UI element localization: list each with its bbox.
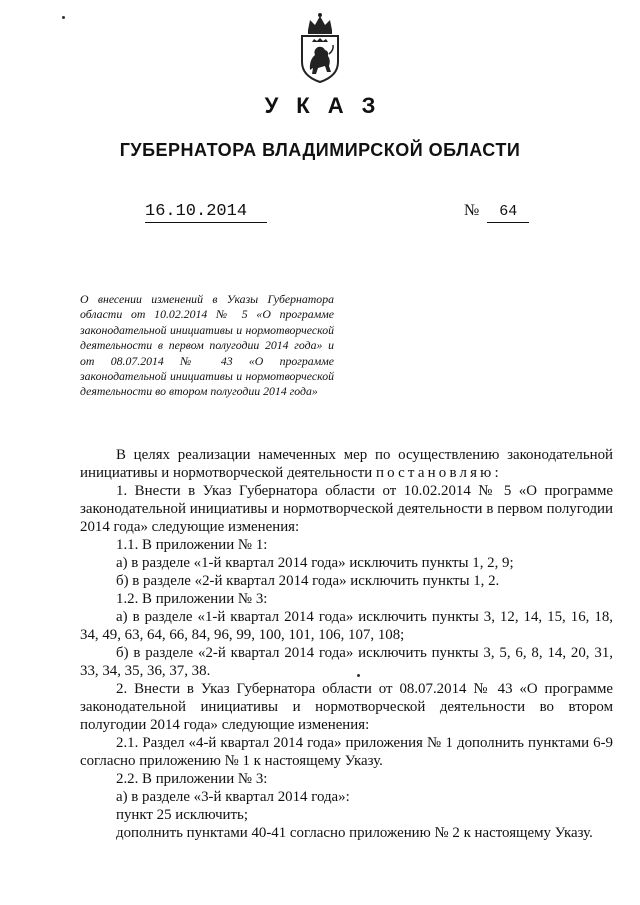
clause-1-1: 1.1. В приложении № 1: (116, 537, 268, 553)
clause-1: 1. Внести в Указ Губернатора области от 10.02.2014 № 5 «О программе законодательной инициативы и нормотворческой деятельности в первом полугодии 2014 года» следующие изменения: (80, 483, 613, 535)
clause-1-1-a: а) в разделе «1-й квартал 2014 года» исключить пункты 1, 2, 9; (116, 555, 514, 571)
clause-2-1: 2.1. Раздел «4-й квартал 2014 года» приложения № 1 дополнить пунктами 6-9 согласно приложению № 1 к настоящему Указу. (80, 735, 613, 769)
issuer-heading: ГУБЕРНАТОРА ВЛАДИМИРСКОЙ ОБЛАСТИ (119, 140, 521, 160)
preamble-paragraph (80, 446, 613, 482)
scan-speck (62, 16, 65, 19)
clause-2-2-a-2: дополнить пунктами 40-41 согласно приложению № 2 к настоящему Указу. (116, 825, 593, 841)
coat-of-arms-icon (296, 10, 344, 84)
document-body (80, 446, 613, 842)
clause-1-2-b: б) в разделе «2-й квартал 2014 года» исключить пункты 3, 5, 6, 8, 14, 20, 31, 33, 34, 35, 36, 37, 38. (80, 645, 613, 679)
clause-1-1-b: б) в разделе «2-й квартал 2014 года» исключить пункты 1, 2. (116, 573, 500, 589)
resolve-word: постановляю: (375, 465, 502, 481)
clause-1-2: 1.2. В приложении № 3: (116, 591, 268, 607)
number-label: № (464, 202, 480, 219)
clause-2: 2. Внести в Указ Губернатора области от 08.07.2014 № 43 «О программе законодательной инициативы и нормотворческой деятельности во втором полугодии 2014 года» следующие изменения: (80, 681, 613, 733)
clause-2-2-a: а) в разделе «3-й квартал 2014 года»: (116, 789, 350, 805)
document-number: 64 (487, 202, 529, 223)
document-type-title: УКАЗ (264, 93, 394, 118)
clause-1-2-a: а) в разделе «1-й квартал 2014 года» исключить пункты 3, 12, 14, 15, 16, 18, 34, 49, 63, 64, 66, 84, 96, 99, 100, 101, 106, 107, 108; (80, 609, 613, 643)
document-date: 16.10.2014 (145, 202, 267, 223)
clause-2-2: 2.2. В приложении № 3: (116, 771, 268, 787)
document-subject: О внесении изменений в Указы Губернатора области от 10.02.2014 № 5 «О программе законодательной инициативы и нормотворческой деятельности в первом полугодии 2014 года» и от 08.07.2014 № 43 «О программе законодательной инициативы и нормотворческой деятельности во втором полугодии 2014 года» (80, 292, 334, 399)
clause-2-2-a-1: пункт 25 исключить; (116, 807, 248, 823)
document-number-field (464, 201, 529, 223)
preamble-text: В целях реализации намеченных мер по осуществлению законодательной инициативы и нормотворческой деятельности (80, 447, 613, 481)
